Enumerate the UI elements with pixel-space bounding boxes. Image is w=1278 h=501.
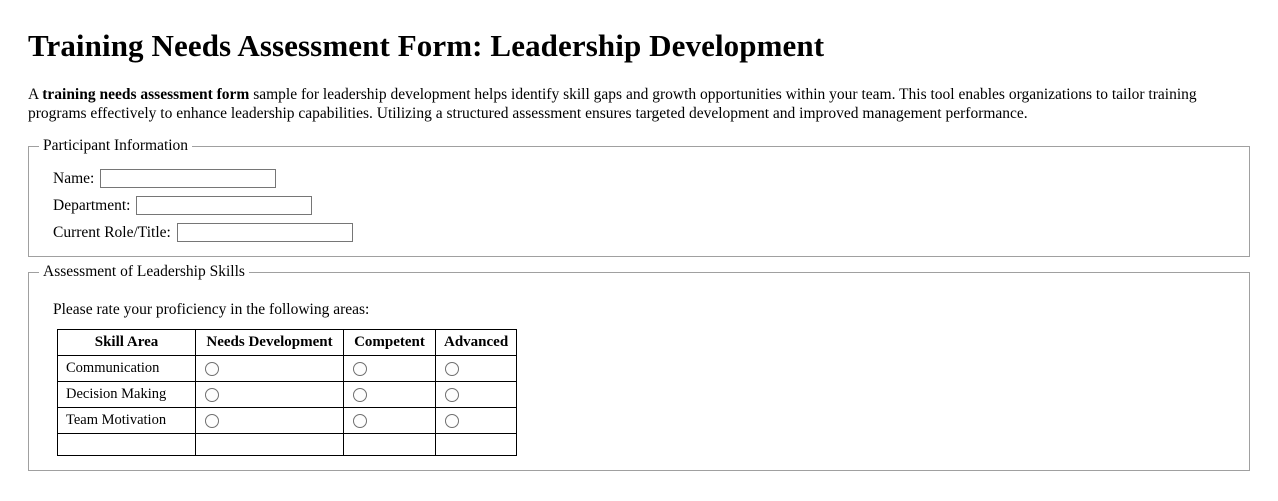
radio-icon[interactable] (353, 362, 367, 376)
radio-cell-decision-making-advanced[interactable] (436, 382, 517, 408)
rating-prompt: Please rate your proficiency in the following areas: (53, 301, 370, 319)
header-competent: Competent (344, 330, 436, 356)
table-header-row (58, 330, 517, 356)
current-role-field-row (53, 223, 1239, 242)
radio-icon[interactable] (205, 388, 219, 402)
intro-paragraph (28, 86, 1243, 123)
skills-rating-table (57, 329, 517, 456)
table-row (58, 356, 517, 382)
radio-cell-team-motivation-competent[interactable] (344, 408, 436, 434)
department-field-row (53, 196, 1239, 215)
radio-icon[interactable] (205, 414, 219, 428)
header-skill-area: Skill Area (58, 330, 196, 356)
radio-icon[interactable] (445, 388, 459, 402)
radio-cell-team-motivation-needs-development[interactable] (196, 408, 344, 434)
radio-icon[interactable] (205, 362, 219, 376)
current-role-input[interactable] (177, 223, 353, 242)
page-title: Training Needs Assessment Form: Leadership Development (28, 28, 825, 63)
participant-information-legend: Participant Information (43, 137, 189, 155)
skill-label-next (58, 434, 196, 456)
radio-cell-next-competent[interactable] (344, 434, 436, 456)
department-input[interactable] (136, 196, 312, 215)
assessment-legend: Assessment of Leadership Skills (43, 263, 245, 281)
intro-lead: A (28, 86, 43, 103)
current-role-label: Current Role/Title: (53, 223, 171, 241)
radio-cell-next-needs-development[interactable] (196, 434, 344, 456)
intro-rest: sample for leadership development helps identify skill gaps and growth opportunities within your team. This tool enables organizations to tailor training programs effectively to enhance leadership capabilities. Utilizing a structured assessment ensures targeted development and improved management performance. (28, 86, 1197, 122)
radio-cell-team-motivation-advanced[interactable] (436, 408, 517, 434)
intro-bold-phrase: training needs assessment form (42, 86, 250, 103)
name-input[interactable] (100, 169, 276, 188)
radio-cell-decision-making-competent[interactable] (344, 382, 436, 408)
assessment-of-leadership-skills-fieldset (28, 263, 1250, 471)
participant-information-fieldset (28, 137, 1250, 257)
department-label: Department: (53, 196, 131, 214)
name-field-row (53, 169, 1239, 188)
skill-label-team-motivation: Team Motivation (58, 408, 196, 434)
header-advanced: Advanced (436, 330, 517, 356)
table-row (58, 434, 517, 456)
radio-cell-next-advanced[interactable] (436, 434, 517, 456)
table-row (58, 382, 517, 408)
radio-cell-communication-advanced[interactable] (436, 356, 517, 382)
radio-icon[interactable] (353, 414, 367, 428)
radio-cell-decision-making-needs-development[interactable] (196, 382, 344, 408)
radio-icon[interactable] (353, 388, 367, 402)
name-label: Name: (53, 169, 95, 187)
header-needs-development: Needs Development (196, 330, 344, 356)
radio-icon[interactable] (445, 414, 459, 428)
table-row (58, 408, 517, 434)
skill-label-decision-making: Decision Making (58, 382, 196, 408)
radio-cell-communication-needs-development[interactable] (196, 356, 344, 382)
skill-label-communication: Communication (58, 356, 196, 382)
radio-cell-communication-competent[interactable] (344, 356, 436, 382)
radio-icon[interactable] (445, 362, 459, 376)
